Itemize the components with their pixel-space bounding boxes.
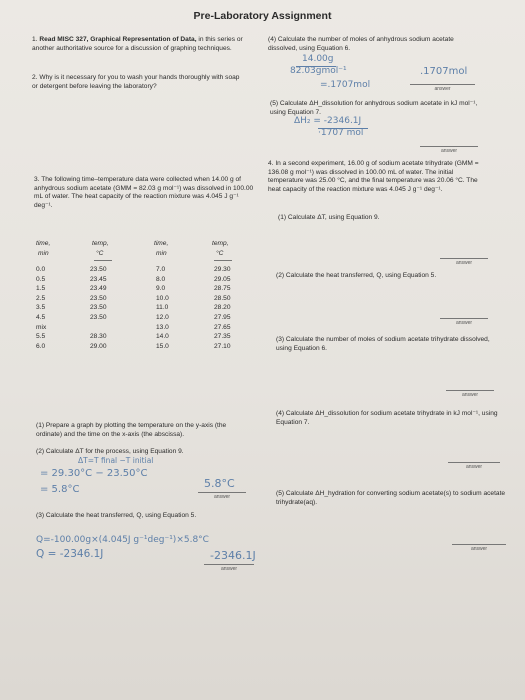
- table-cell-right-times: 9.0: [156, 285, 166, 293]
- table-cell-right-temps: 28.20: [214, 304, 231, 312]
- answer-line-4-5: [452, 544, 506, 545]
- question-3-2: (2) Calculate ΔT for the process, using Equation 9.: [36, 448, 184, 455]
- hw-moles: =.1707mol: [320, 80, 371, 90]
- question-4-2: (2) Calculate the heat transferred, Q, using Equation 5.: [276, 272, 437, 279]
- hw-gmm: 82.03gmol⁻¹: [290, 66, 347, 76]
- table-cell-left-temps: 23.50: [90, 314, 107, 321]
- table-cell-left-times: 4.5: [36, 314, 46, 321]
- question-3-5-prompt: (5) Calculate ΔH_dissolution for anhydrous sodium acetate in kJ mol⁻¹, using Equation 7.: [270, 100, 478, 116]
- table-cell-right-temps: 29.05: [214, 275, 231, 283]
- answer-line-4-2: [440, 318, 488, 319]
- table-cell-left-temps: 28.30: [90, 333, 107, 341]
- table-cell-right-times: 10.0: [156, 294, 169, 302]
- table-cell-left-temps: 23.50: [90, 294, 107, 302]
- answer-line-3-3: [204, 564, 254, 565]
- header-temp-left: temp,: [92, 240, 109, 247]
- table-cell-right-times: 13.0: [156, 323, 169, 331]
- question-4-1: (1) Calculate ΔT, using Equation 9.: [278, 214, 380, 221]
- answer-label-3-4: answer: [434, 86, 451, 92]
- table-cell-right-temps: 27.95: [214, 314, 231, 321]
- answer-label-3-5: answer: [440, 148, 458, 154]
- question-1-bold-text: Read MISC 327, Graphical Representation of Data,: [39, 36, 197, 43]
- answer-label-4-1: answer: [455, 260, 473, 266]
- answer-label-4-4: answer: [465, 464, 483, 470]
- table-cell-right-temps: 27.10: [214, 342, 231, 350]
- table-cell-left-temps: 29.00: [90, 342, 107, 350]
- hw-dh-mol: ·1707 mol: [318, 128, 364, 138]
- question-1-text: in this series or another authoritative source for a discussion of graphing techniques.: [32, 36, 243, 52]
- table-cell-right-times: 15.0: [156, 342, 169, 350]
- question-4-4: (4) Calculate ΔH_dissolution for sodium acetate trihydrate in kJ mol⁻¹, using Equation 7.: [276, 410, 498, 426]
- question-4-3: (3) Calculate the number of moles of sodium acetate trihydrate dissolved, using Equation 6.: [276, 336, 490, 352]
- header-temp-right: temp,: [212, 240, 229, 247]
- table-cell-right-temps: 29.30: [214, 266, 231, 273]
- table-cell-right-times: 11.0: [156, 304, 169, 312]
- question-3-3: (3) Calculate the heat transferred, Q, using Equation 5.: [36, 512, 197, 519]
- table-cell-left-times: 0.0: [36, 266, 46, 273]
- header-temp-unit-left: °C: [96, 250, 104, 257]
- answer-line-3-2: [198, 492, 246, 493]
- question-3-4-prompt: (4) Calculate the number of moles of anhydrous sodium acetate dissolved, using Equation 6.: [268, 36, 454, 52]
- page-title: Pre-Laboratory Assignment: [193, 10, 332, 22]
- table-cell-right-temps: 27.65: [214, 323, 231, 331]
- table-cell-left-times: 0.5: [36, 275, 46, 283]
- answer-label-4-2: answer: [455, 320, 473, 326]
- answer-line-3-5: [420, 146, 478, 147]
- table-cell-right-temps: 28.50: [214, 294, 231, 302]
- table-cell-left-times: 1.5: [36, 285, 46, 293]
- table-cell-left-times: 2.5: [36, 294, 46, 302]
- table-cell-left-times: mix: [36, 323, 47, 331]
- question-4-number: 4.: [268, 160, 274, 167]
- question-4-text: In a second experiment, 16.00 g of sodium acetate trihydrate (GMM = 136.08 g mol⁻¹) was dissolved in 100.00 mL of water. The initial temperature was 25.00 °C, and the final temperature was 20.06 °C. The heat capacity of the reaction mixture was 4.045 J g⁻¹ deg⁻¹.: [268, 160, 479, 193]
- question-1-number: 1.: [32, 36, 38, 43]
- question-4-5: (5) Calculate ΔH_hydration for converting sodium acetate(s) to sodium acetate trihydrate(aq).: [276, 490, 506, 506]
- hw-dt-calc: = 29.30°C − 23.50°C: [40, 468, 148, 479]
- answer-label-4-3: answer: [461, 392, 479, 398]
- table-cell-left-temps: 23.50: [90, 266, 107, 273]
- hw-dt-result: = 5.8°C: [40, 484, 80, 495]
- answer-line-4-4: [448, 462, 500, 463]
- hw-dt-formula: ΔT=T final −T initial: [78, 456, 154, 465]
- question-1: [32, 36, 247, 53]
- header-time-left: time,: [36, 240, 51, 247]
- table-cell-left-temps: 23.50: [90, 304, 107, 312]
- table-cell-left-times: 3.5: [36, 304, 46, 312]
- table-cell-right-times: 7.0: [156, 266, 166, 273]
- question-3-1: (1) Prepare a graph by plotting the temperature on the y-axis (the ordinate) and the time on the x-axis (the abscissa).: [36, 422, 227, 438]
- hw-dt-answer: 5.8°C: [204, 477, 235, 490]
- question-2-number: 2.: [32, 74, 38, 81]
- table-cell-right-temps: 28.75: [214, 285, 231, 293]
- question-4: [268, 160, 490, 194]
- hw-mass: 14.00g: [302, 54, 334, 64]
- hw-moles-answer: .1707mol: [420, 66, 468, 77]
- question-3-text: The following time–temperature data were collected when 14.00 g of anhydrous sodium acetate (GMM = 82.03 g mol⁻¹) was dissolved in 100.00 mL of water. The heat capacity of the reaction mixture was 4.045 J g⁻¹ deg⁻¹.: [34, 176, 254, 209]
- answer-label-3-3: answer: [220, 566, 238, 572]
- table-cell-right-times: 14.0: [156, 333, 169, 341]
- table-cell-right-temps: 27.35: [214, 333, 231, 341]
- table-cell-left-temps: 23.45: [90, 275, 107, 283]
- table-cell-left-times: 5.5: [36, 333, 46, 341]
- answer-line-4-3: [446, 390, 494, 391]
- answer-line-4-1: [440, 258, 488, 259]
- hw-q-answer: -2346.1J: [210, 549, 256, 562]
- question-3: [34, 176, 256, 210]
- table-cell-left-temps: 23.49: [90, 285, 107, 293]
- header-time-right: time,: [154, 240, 169, 247]
- answer-label-3-2: answer: [213, 494, 231, 500]
- answer-line-3-4: [410, 84, 475, 85]
- header-time-unit-right: min: [156, 250, 167, 257]
- hw-q-result: Q = -2346.1J: [36, 548, 104, 560]
- table-cell-right-times: 12.0: [156, 314, 169, 321]
- header-temp-unit-right: °C: [216, 250, 224, 257]
- header-rule-right: [214, 260, 232, 261]
- hw-dh: ΔH₂ = -2346.1J: [294, 116, 362, 126]
- header-time-unit-left: min: [38, 250, 49, 257]
- hw-q-formula: Q=-100.00g×(4.045J g⁻¹deg⁻¹)×5.8°C: [36, 535, 209, 545]
- table-cell-left-times: 6.0: [36, 342, 46, 350]
- header-rule-left: [94, 260, 112, 261]
- question-2: [32, 74, 247, 91]
- table-cell-right-times: 8.0: [156, 275, 166, 283]
- time-temperature-table: [36, 240, 266, 415]
- question-3-number: 3.: [34, 176, 40, 183]
- answer-label-4-5: answer: [470, 546, 488, 552]
- question-2-text: Why is it necessary for you to wash your hands thoroughly with soap or detergent before leaving the laboratory?: [32, 74, 240, 90]
